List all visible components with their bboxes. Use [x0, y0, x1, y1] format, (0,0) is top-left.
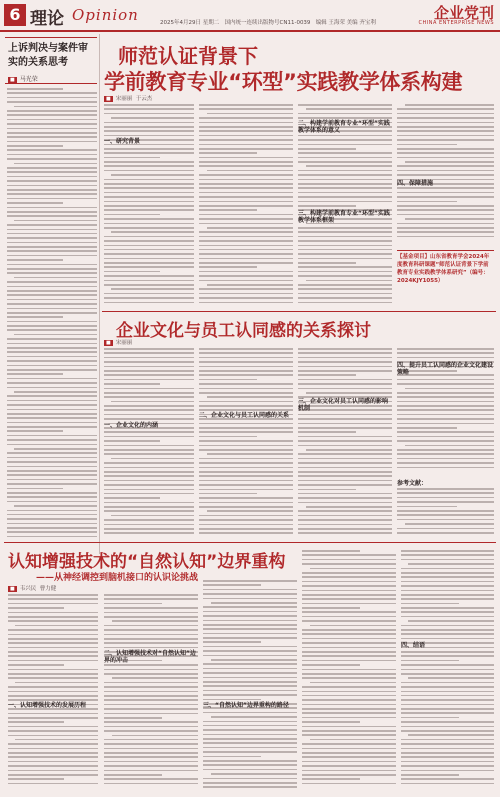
article3-col5-text	[401, 550, 494, 792]
sidebar-rule	[5, 83, 97, 84]
article3-byline: ■ 韦兴民 曹力健	[10, 586, 57, 592]
article1-fund-note: 【基金项目】山东省教育学会2024年度教育科研课题“师范认证背景下学前教育专业实践教学体系研究”（编号：2024KJY1055）	[397, 250, 494, 285]
header-meta	[160, 18, 376, 26]
sidebar-article-title: 上诉判决与案件审实的关系思考	[8, 43, 88, 68]
author-tag: ■	[10, 77, 15, 83]
article3-col4-text	[302, 550, 396, 792]
author-tag: ■	[10, 586, 15, 592]
section-title: 理论	[30, 9, 64, 29]
article2-subhead-3: 三、企业文化对员工认同感的影响机制	[298, 398, 389, 412]
author-tag: ■	[106, 96, 111, 102]
article2-top-rule	[102, 311, 496, 312]
article2-refs-heading: 参考文献：	[397, 480, 428, 487]
article2-subhead-1: 一、企业文化的内涵	[104, 422, 159, 429]
article3-col3-text	[203, 580, 297, 792]
article2-col2-text	[199, 348, 293, 538]
article1-subhead-1: 一、研究背景	[104, 138, 141, 145]
issue-date: 2025年4月29日 星期二	[160, 20, 220, 26]
article3-col1-text	[8, 594, 98, 792]
article1-col3-text	[298, 104, 392, 309]
masthead-en: CHINA ENTERPRISE NEWS	[418, 20, 494, 26]
article1-byline: ■ 宋丽丽 于云杰	[106, 96, 153, 102]
article3-subhead-4: 四、结语	[401, 642, 426, 649]
article3-top-rule	[4, 542, 496, 543]
article3-subtitle: ——从神经调控到脑机接口的认识论挑战	[36, 573, 199, 583]
article1-title-line2: 学前教育专业“环型”实践教学体系构建	[104, 70, 463, 94]
serial-number: 国内统一连续出版物号CN11-0039	[224, 20, 311, 26]
article2-subhead-2: 二、企业文化与员工认同感的关系	[199, 412, 290, 419]
article2-references	[397, 488, 494, 538]
article2-subhead-4: 四、提升员工认同感的企业文化建设策略	[397, 362, 494, 376]
article3-subhead-3: 三、“自然认知”边界重构的路径	[203, 702, 289, 709]
masthead: 企业党刊	[433, 4, 494, 22]
sidebar-article-author: ■ 马光荣	[10, 76, 38, 83]
author-tag: ■	[106, 340, 111, 346]
article3-subhead-2: 二、认知增强技术对“自然认知”边界的冲击	[104, 650, 196, 664]
article3-subhead-1: 一、认知增强技术的发展历程	[8, 702, 87, 709]
editors: 编辑 王海荣 美编 齐宝利	[315, 20, 376, 26]
page-number: 6	[4, 4, 26, 26]
article2-byline: ■ 宋丽丽	[106, 340, 133, 346]
article3-title: 认知增强技术的“自然认知”边界重构	[8, 552, 286, 572]
section-title-en: Opinion	[72, 6, 139, 24]
article2-title: 企业文化与员工认同感的关系探讨	[116, 321, 371, 341]
article1-col4-text	[397, 104, 494, 244]
article1-subhead-3: 三、构建学前教育专业“环型”实践教学体系框架	[298, 210, 390, 224]
sidebar-body-text	[7, 88, 97, 543]
article2-col1-text	[104, 348, 194, 538]
column-divider	[99, 34, 100, 554]
article1-subhead-4: 四、保障措施	[397, 180, 434, 187]
header-divider	[0, 30, 500, 32]
article1-subhead-2: 二、构建学前教育专业“环型”实践教学体系的意义	[298, 120, 390, 134]
article1-col2-text	[199, 104, 293, 309]
article1-title-line1: 师范认证背景下	[118, 44, 258, 68]
sidebar-top-rule	[5, 37, 97, 38]
article3-col2-text	[104, 594, 198, 792]
article1-col1-text	[104, 104, 194, 309]
article2-col3-text	[298, 348, 392, 538]
